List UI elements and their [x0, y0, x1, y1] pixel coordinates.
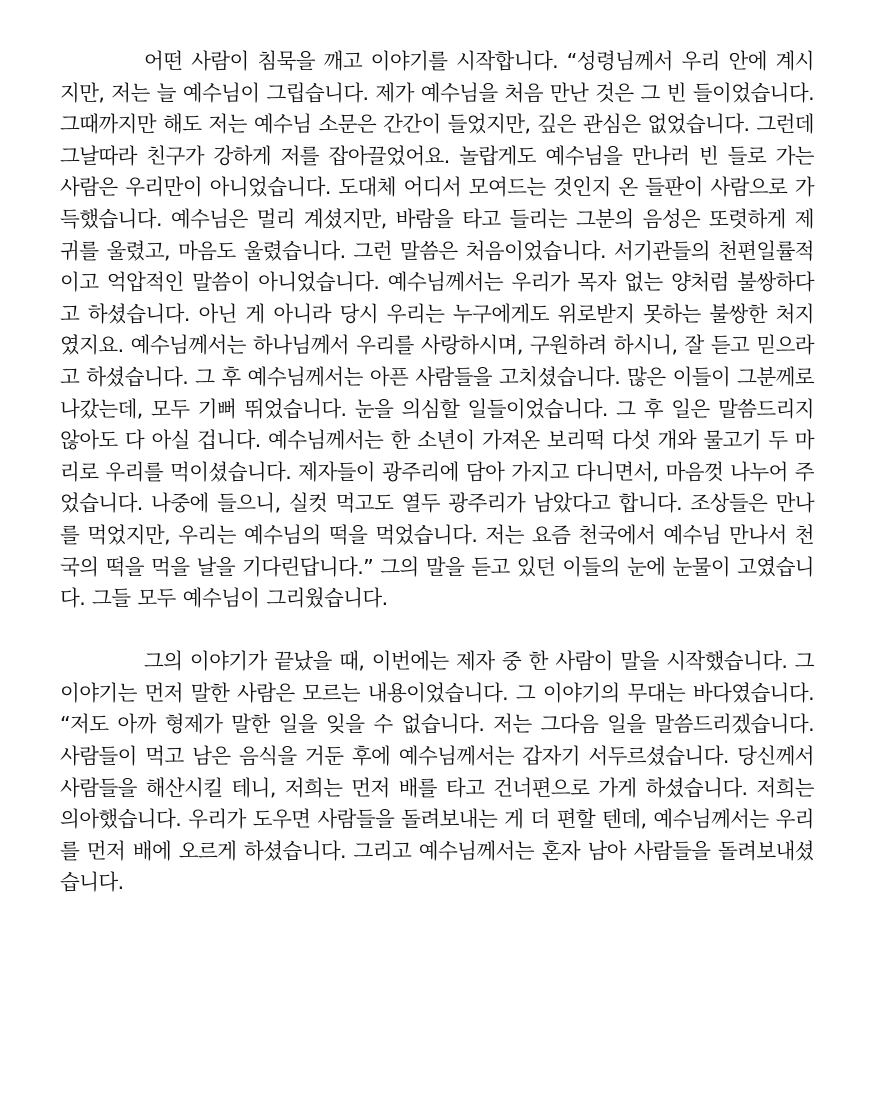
- paragraph-2: 그의 이야기가 끝났을 때, 이번에는 제자 중 한 사람이 말을 시작했습니다. 그 이야기는 먼저 말한 사람은 모르는 내용이었습니다. 그 이야기의 무대는 바다였습니다. “저도 아까 형제가 말한 일을 잊을 수 없습니다. 저는 그다음 일을 말씀드리겠습니다. 사람들이 먹고 남은 음식을 거둔 후에 예수님께서는 갑자기 서두르셨습니다. 당신께서 사람들을 해산시킬 테니, 저희는 먼저 배를 타고 건너편으로 가게 하셨습니다. 저희는 의아했습니다. 우리가 도우면 사람들을 돌려보내는 게 더 편할 텐데, 예수님께서는 우리를 먼저 배에 오르게 하셨습니다. 그리고 예수님께서는 혼자 남아 사람들을 돌려보내셨습니다.: [60, 649, 814, 895]
- document-page: [60, 46, 814, 899]
- paragraph-1: 어떤 사람이 침묵을 깨고 이야기를 시작합니다. “성령님께서 우리 안에 계시지만, 저는 늘 예수님이 그립습니다. 제가 예수님을 처음 만난 것은 그 빈 들이었습니다. 그때까지만 해도 저는 예수님 소문은 간간이 들었지만, 깊은 관심은 없었습니다. 그런데 그날따라 친구가 강하게 저를 잡아끌었어요. 놀랍게도 예수님을 만나러 빈 들로 가는 사람은 우리만이 아니었습니다. 도대체 어디서 모여드는 것인지 온 들판이 사람으로 가득했습니다. 예수님은 멀리 계셨지만, 바람을 타고 들리는 그분의 음성은 또렷하게 제 귀를 울렸고, 마음도 울렸습니다. 그런 말씀은 처음이었습니다. 서기관들의 천편일률적이고 억압적인 말씀이 아니었습니다. 예수님께서는 우리가 목자 없는 양처럼 불쌍하다고 하셨습니다. 아닌 게 아니라 당시 우리는 누구에게도 위로받지 못하는 불쌍한 처지였지요. 예수님께서는 하나님께서 우리를 사랑하시며, 구원하려 하시니, 잘 듣고 믿으라고 하셨습니다. 그 후 예수님께서는 아픈 사람들을 고치셨습니다. 많은 이들이 그분께로 나갔는데, 모두 기뻐 뛰었습니다. 눈을 의심할 일들이었습니다. 그 후 일은 말씀드리지 않아도 다 아실 겁니다. 예수님께서는 한 소년이 가져온 보리떡 다섯 개와 물고기 두 마리로 우리를 먹이셨습니다. 제자들이 광주리에 담아 가지고 다니면서, 마음껏 나누어 주었습니다. 나중에 들으니, 실컷 먹고도 열두 광주리가 남았다고 합니다. 조상들은 만나를 먹었지만, 우리는 예수님의 떡을 먹었습니다. 저는 요즘 천국에서 예수님 만나서 천국의 떡을 먹을 날을 기다린답니다.” 그의 말을 듣고 있던 이들의 눈에 눈물이 고였습니다. 그들 모두 예수님이 그리웠습니다.: [60, 49, 814, 611]
